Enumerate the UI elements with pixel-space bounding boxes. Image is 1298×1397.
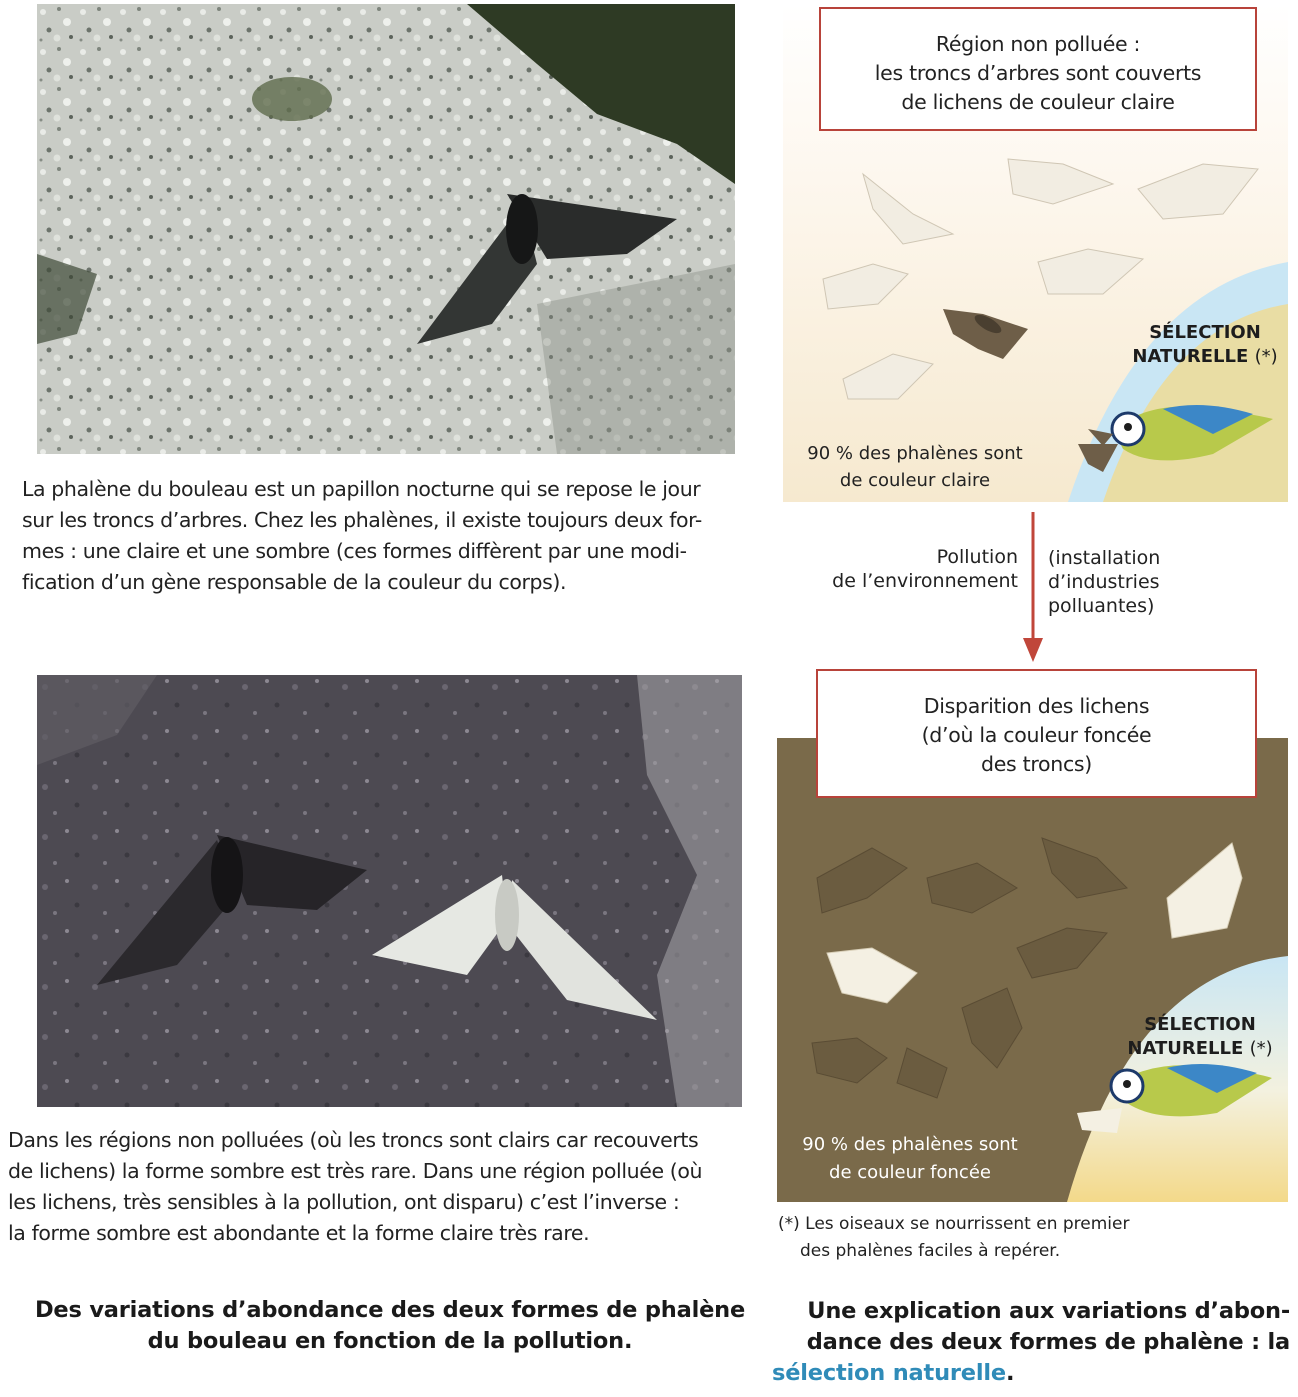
box-line: de lichens de couleur claire (901, 90, 1175, 114)
dark-moth (943, 309, 1028, 359)
percent-line: de couleur foncée (829, 1162, 991, 1183)
left-caption (30, 1295, 750, 1357)
paragraph-line: de lichens) la forme sombre est très rare. Dans une région polluée (où (8, 1159, 703, 1183)
caption-line: dance des deux formes de phalène : la (806, 1329, 1290, 1355)
asterisk: (*) (1254, 346, 1278, 367)
arrow-label-line: de l’environnement (832, 570, 1018, 592)
photo-lichen-trunk (37, 4, 735, 454)
footnote-line: des phalènes faciles à repérer. (800, 1241, 1061, 1261)
arrow-label-line: d’industries (1048, 571, 1160, 593)
percent-line: de couleur claire (839, 470, 991, 491)
box-line: Disparition des lichens (923, 694, 1150, 718)
arrow-label-pollution (818, 545, 1018, 593)
selection-label-top (1125, 321, 1285, 369)
selection-word: NATURELLE (1127, 1038, 1244, 1059)
paragraph-line: mes : une claire et une sombre (ces formes diffèrent par une modi- (22, 539, 687, 563)
paragraph-line: Dans les régions non polluées (où les troncs sont clairs car recouverts (8, 1128, 699, 1152)
box-line: (d’où la couleur foncée (921, 723, 1152, 747)
percent-light (795, 440, 1035, 494)
arrow-label-line: (installation (1048, 547, 1161, 569)
paragraph-pollution-explanation (8, 1125, 768, 1249)
caption-line: Des variations d’abondance des deux formes de phalène (34, 1297, 746, 1323)
caption-line (772, 1358, 1290, 1389)
paragraph-line: sur les troncs d’arbres. Chez les phalènes, il existe toujours deux for- (22, 508, 702, 532)
paragraph-line: la forme sombre est abondante et la forme claire très rare. (8, 1221, 590, 1245)
arrow-label-line: Pollution (936, 546, 1018, 568)
box-unpolluted-region (819, 7, 1257, 131)
arrow-label-industries (1048, 546, 1188, 618)
footnote (778, 1211, 1198, 1265)
paragraph-line: fication d’un gène responsable de la couleur du corps). (22, 570, 567, 594)
percent-dark (790, 1131, 1030, 1187)
footnote-line: (*) Les oiseaux se nourrissent en premier (778, 1214, 1130, 1234)
pollution-arrow (1018, 512, 1048, 664)
caption-highlight: sélection naturelle (772, 1360, 1006, 1386)
caption-line: Une explication aux variations d’abon- (807, 1298, 1290, 1324)
paragraph-line: La phalène du bouleau est un papillon nocturne qui se repose le jour (22, 477, 701, 501)
percent-line: 90 % des phalènes sont (807, 443, 1023, 464)
box-lichen-disappearance (816, 669, 1257, 798)
selection-word: SÉLECTION (1149, 322, 1261, 343)
asterisk: (*) (1249, 1038, 1273, 1059)
selection-word: NATURELLE (1132, 346, 1249, 367)
box-line: Région non polluée : (935, 32, 1141, 56)
arrow-label-line: polluantes) (1048, 595, 1155, 617)
box-line: les troncs d’arbres sont couverts (874, 61, 1202, 85)
paragraph-moth-description (22, 474, 762, 598)
selection-word: SÉLECTION (1144, 1014, 1256, 1035)
selection-word-line (1120, 1037, 1280, 1061)
right-caption (772, 1296, 1290, 1389)
box-line: des troncs) (980, 752, 1093, 776)
caption-line: du bouleau en fonction de la pollution. (147, 1328, 633, 1354)
selection-word-line (1125, 345, 1285, 369)
paragraph-line: les lichens, très sensibles à la pollution, ont disparu) c’est l’inverse : (8, 1190, 680, 1214)
percent-line: 90 % des phalènes sont (802, 1134, 1018, 1155)
photo-dark-trunk (37, 675, 742, 1107)
caption-end: . (1005, 1360, 1015, 1386)
selection-label-bottom (1120, 1013, 1280, 1061)
